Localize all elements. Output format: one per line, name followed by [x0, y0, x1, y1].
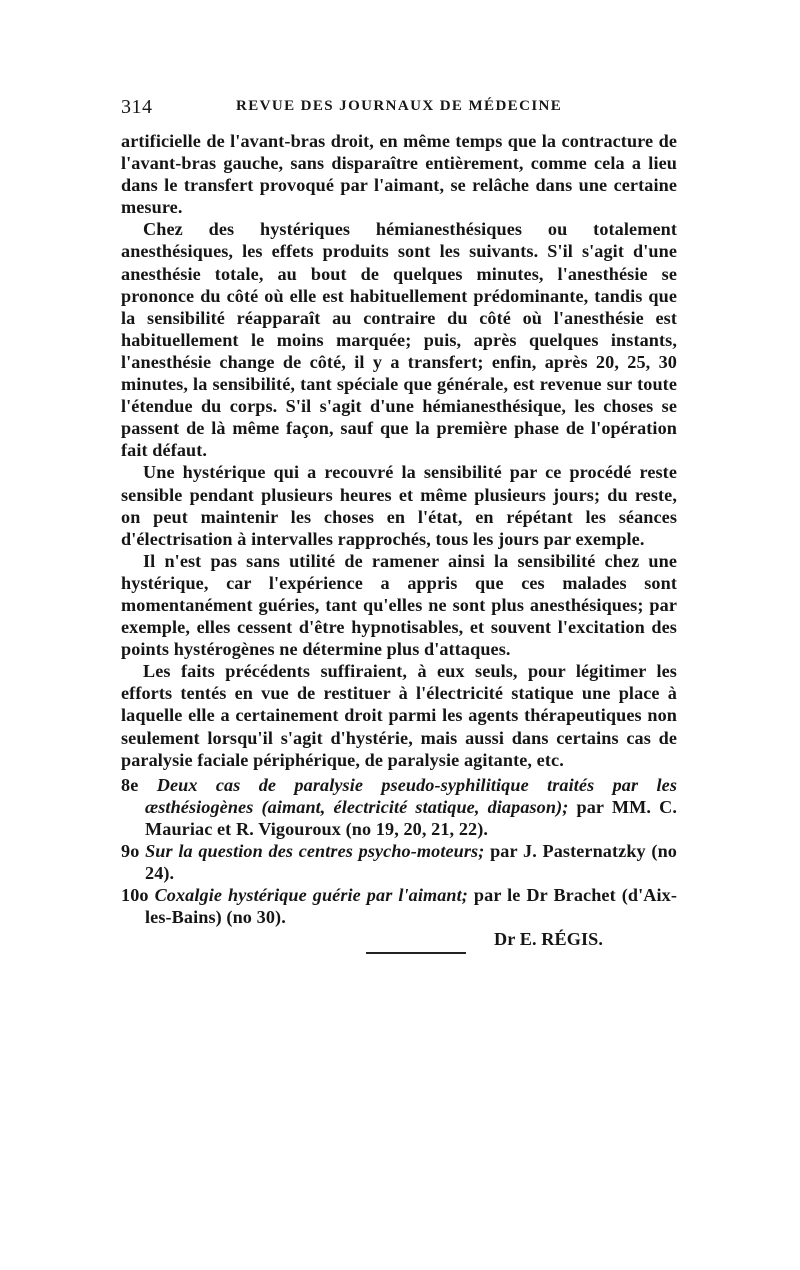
reference-title: Deux cas de paralysie pseudo-syphilitique traités par les æsthésiogènes (aimant, électricité statique, diapason); — [145, 774, 677, 817]
reference-authors: par MM. C. Mauriac et R. Vigouroux (no 19, 20, 21, 22). — [145, 796, 678, 839]
paragraph: Il n'est pas sans utilité de ramener ainsi la sensibilité chez une hystérique, car l'expérience a appris que ces malades sont momentanément guéries, tant qu'elles ne sont plus anesthésiques; par exemple, elles cessent d'être hypnotisables, et souvent l'excitation des points hystérogènes ne détermine plus d'attaques. — [121, 550, 677, 660]
reference-number: 8e — [121, 774, 139, 795]
reference-authors: par J. Pasternatzky (no 24). — [145, 841, 677, 884]
reference-title: Coxalgie hystérique guérie par l'aimant; — [154, 885, 468, 906]
reference-number: 10o — [121, 885, 149, 906]
signature: Dr E. RÉGIS. — [493, 929, 603, 950]
reference-number: 9o — [121, 841, 140, 861]
paragraph: artificielle de l'avant-bras droit, en même temps que la contracture de l'avant-bras gauche, sans disparaître entièrement, comme cela a lieu dans le transfert provoqué par l'aimant, se relâche dans une certaine mesure. — [121, 131, 677, 218]
reference-authors: par le Dr Brachet (d'Aix-les-Bains) (no 30). — [145, 885, 677, 928]
reference-item — [121, 774, 677, 840]
paragraph: Chez des hystériques hémianesthésiques ou totalement anesthésiques, les effets produits sont les suivants. S'il s'agit d'une anesthésie totale, au bout de quelques minutes, l'anesthésie se prononce du côté où elle est habituellement prédominante, tandis que la sensibilité réapparaît au contraire du côté où l'anesthésie est habituellement le moins marquée; puis, après quelques instants, l'anesthésie change de côté, il y a transfert; enfin, après 20, 25, 30 minutes, la sensibilité, tant spéciale que générale, est revenue sur toute l'étendue du corps. S'il s'agit d'une hémianesthésique, les choses se passent de là même façon, sauf que la première phase de l'opération fait défaut. — [121, 219, 677, 461]
paragraph: Les faits précédents suffiraient, à eux seuls, pour légitimer les efforts tentés en vue de restituer à l'électricité statique une place à laquelle elle a certainement droit parmi les agents thérapeutiques non seulement lorsqu'il s'agit d'hystérie, mais aussi dans certains cas de paralysie faciale périphérique, de paralysie agitante, etc. — [121, 661, 677, 770]
reference-list — [121, 774, 677, 929]
body-text — [121, 130, 677, 954]
closing-rule — [366, 952, 466, 954]
running-title: REVUE DES JOURNAUX DE MÉDECINE — [236, 98, 563, 114]
reference-item — [121, 884, 677, 928]
page-header — [121, 96, 677, 120]
reference-item — [121, 840, 677, 884]
page-number: 314 — [121, 96, 153, 118]
reference-title: Sur la question des centres psycho-moteurs; — [145, 841, 485, 861]
paragraph: Une hystérique qui a recouvré la sensibilité par ce procédé reste sensible pendant plusieurs heures et même plusieurs jours; du reste, on peut maintenir les choses en l'état, en répétant les séances d'électrisation à intervalles rapprochés, tous les jours par exemple. — [121, 462, 677, 549]
